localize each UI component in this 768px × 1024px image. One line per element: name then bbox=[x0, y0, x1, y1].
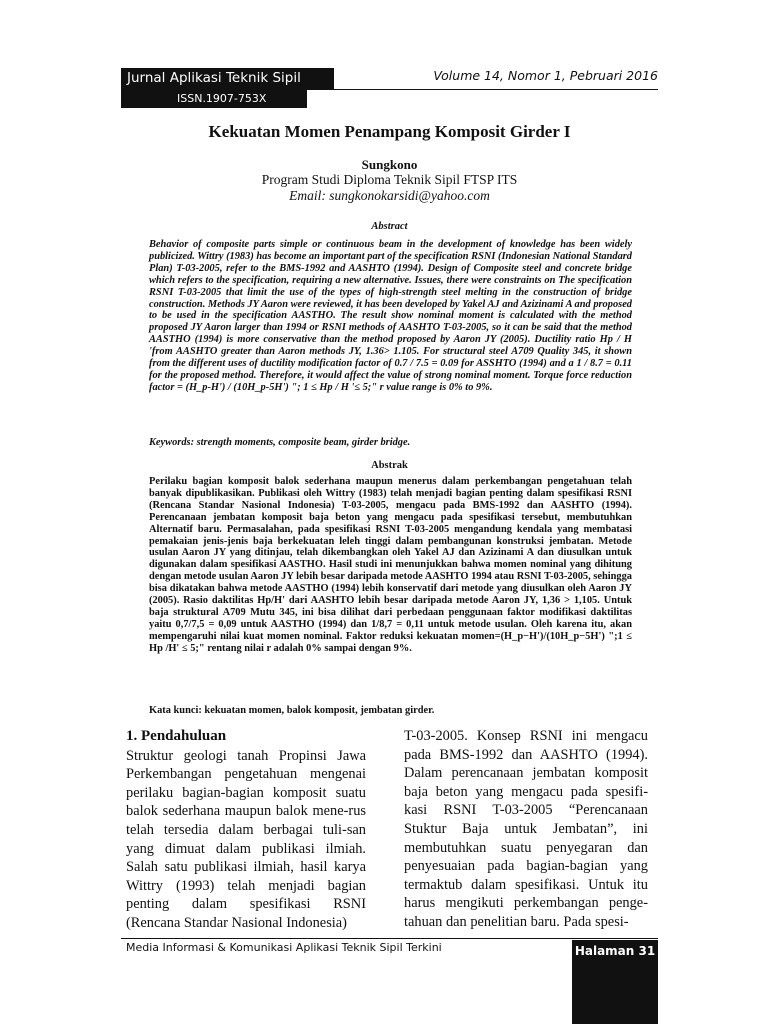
keywords-english: Keywords: strength moments, composite beam, girder bridge. bbox=[149, 437, 411, 448]
footer-text: Media Informasi & Komunikasi Aplikasi Teknik Sipil Terkini bbox=[126, 941, 442, 954]
section-heading: 1. Pendahuluan bbox=[126, 728, 227, 744]
page-number: Halaman 31 bbox=[574, 944, 656, 958]
article-author: Sungkono bbox=[361, 157, 418, 172]
keywords-indonesian: Kata kunci: kekuatan momen, balok komposit, jembatan girder. bbox=[149, 705, 435, 716]
journal-name: Jurnal Aplikasi Teknik Sipil bbox=[121, 68, 334, 90]
abstract-english-text: Behavior of composite parts simple or continuous beam in the development of knowledge has been widely publicized. Wittry (1983) has become an important part of the specification RSNI (Indonesian National Standard Plan) T-03-2005, refer to the BMS-1992 and AASHTO (1994). Design of Composite steel and concrete bridge which refers to the specification, requiring a new alternative. Issues, there were constraints on The specification RSNI T-03-2005 that limit the use of the types of high-strength steel melting in the construction of bridge construction. Methods JY Aaron were reviewed, it has been developed by Yakel AJ and Azizinami A and proposed to be used in the specification AASTHO. The result show nominal moment is calculated with the method proposed JY Aaron larger than 1994 or RSNI methods of AASHTO T-03-2005, so it can be said that the method AASTHO (1994) is more conservative than the method proposed by Aaron JY (2005). Ductility ratio Hp / H 'from AASHTO greater than Aaron methods JY, 1.36> 1.105. For structural steel A709 Quality 345, it shown from the different uses of ductility modification factor of 0.7 / 7.5 = 0.09 for ASSHTO (1994) and a 1 / 8.7 = 0.11 for the proposed method. Therefore, it would affect the value of strong nominal moment. Torque force reduction factor = (H_p-H') / (10H_p-5H') "; 1 ≤ Hp / H '≤ 5;" r value range is 0% to 9%. bbox=[149, 239, 632, 393]
journal-issn: ISSN.1907-753X bbox=[121, 90, 307, 108]
abstract-indonesian-text: Perilaku bagian komposit balok sederhana maupun menerus dalam perkembangan pengetahuan telah banyak dipublikasikan. Publikasi oleh Wittry (1983) telah menjadi bagian penting dalam spesifikasi RSNI (Rencana Standar Nasional Indonesia) T-03-2005, mengacu pada BMS-1992 dan AASHTO (1994). Perencanaan jembatan komposit baja beton yang mengacu pada spesifikasi tersebut, membutuhkan Alternatif baru. Permasalahan, pada spesifikasi RSNI T-03-2005 mengandung kendala yang membatasi pemakaian jenis-jenis baja berkekuatan leleh tinggi dalam pembangunan konstruksi jembatan. Metode usulan Aaron JY yang ditinjau, telah dikembangkan oleh Yakel AJ dan Azizinami A dan diusulkan untuk digunakan dalam spesifikasi AASTHO. Hasil studi ini menunjukkan bahwa momen nominal yang dihitung dengan metode usulan Aaron JY lebih besar daripada metode AASHTO 1994 atau RSNI T-03-2005, sehingga bisa dikatakan bahwa metode AASTHO (1994) lebih konservatif dari metode yang diusulkan oleh Aaron JY (2005). Rasio daktilitas Hp/H' dari AASHTO lebih besar daripada metode Aaron JY, 1,36 > 1,105. Untuk baja struktural A709 Mutu 345, ini bisa dilihat dari perbedaan penggunaan faktor modifikasi daktilitas yaitu 0,7/7,5 = 0,09 untuk AASTHO (1994) dan 1/8,7 = 0,11 untuk metode usulan. Oleh karena itu, akan mempengaruhi nilai kuat momen nominal. Faktor reduksi kekuatan momen=(H_p−H')/(10H_p−5H') ";1 ≤ Hp /H' ≤ 5;" rentang nilai r adalah 0% sampai dengan 9%. bbox=[149, 476, 632, 654]
footer-divider bbox=[121, 938, 658, 939]
body-column-left bbox=[126, 727, 366, 933]
body-paragraph-right: T-03-2005. Konsep RSNI ini mengacu pada BMS-1992 dan AASHTO (1994). Dalam perencanaan jembatan komposit baja beton yang mengacu pada spesifi-kasi RSNI T-03-2005 “Perencanaan Stuktur Baja untuk Jembatan”, ini membutuhkan suatu penyegaran dan penyesuaian pada bagian-bagian yang termaktub dalam spesifikasi. Untuk itu harus mengikuti perkembangan penge-tahuan dan penelitian baru. Pada spesi- bbox=[404, 728, 648, 930]
body-column-right bbox=[404, 727, 648, 932]
header-divider bbox=[121, 89, 658, 90]
author-affiliation: Program Studi Diploma Teknik Sipil FTSP ITS bbox=[261, 172, 518, 187]
author-email: Email: sungkonokarsidi@yahoo.com bbox=[289, 188, 490, 203]
journal-masthead bbox=[121, 68, 334, 108]
abstract-heading: Abstract bbox=[371, 221, 408, 232]
abstrak-heading: Abstrak bbox=[371, 460, 408, 471]
volume-info: Volume 14, Nomor 1, Pebruari 2016 bbox=[433, 68, 658, 83]
body-paragraph-left: Struktur geologi tanah Propinsi Jawa Perkembangan pengetahuan mengenai perilaku bagian-bagian komposit suatu balok sederhana maupun balok mene-rus telah tersedia dalam berbagai tuli-san yang dimuat dalam publikasi ilmiah. Salah satu publikasi ilmiah, hasil karya Wittry (1993) telah menjadi bagian penting dalam spesifikasi RSNI (Rencana Standar Nasional Indonesia) bbox=[126, 747, 366, 931]
article-title: Kekuatan Momen Penampang Komposit Girder I bbox=[208, 122, 571, 141]
